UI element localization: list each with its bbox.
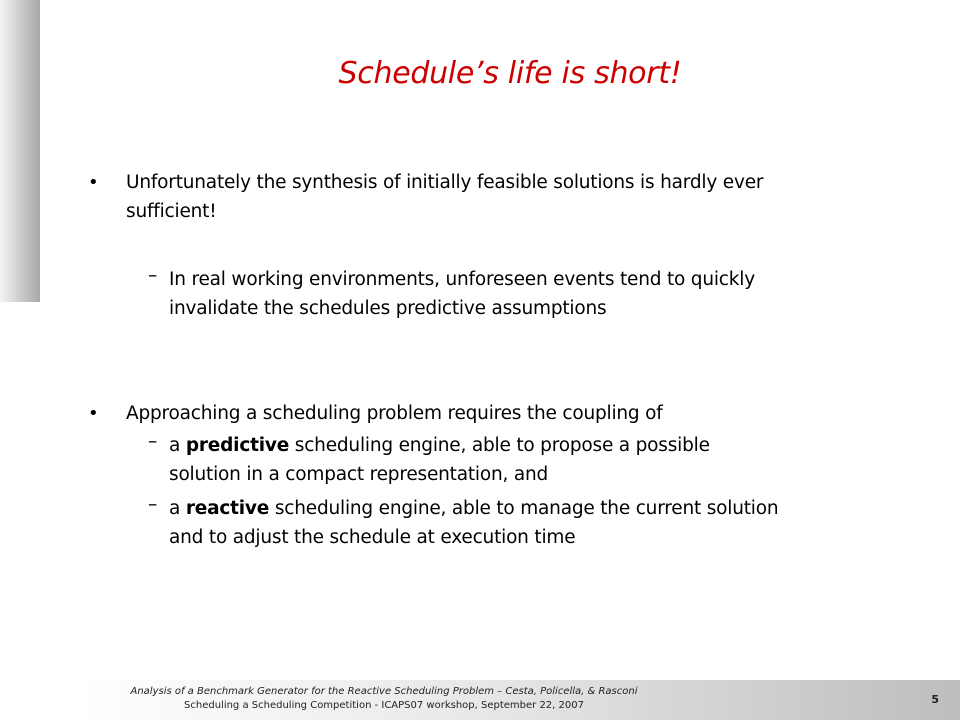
page-number: 5 [931,693,939,706]
bullet-text-line: Approaching a scheduling problem requires the coupling of [126,403,663,424]
sub-bullet-marker: – [148,494,158,515]
emphasis-reactive: reactive [185,498,270,519]
bullet-item [126,399,906,428]
footer-citation: Analysis of a Benchmark Generator for the Reactive Scheduling Problem – Cesta, Policella, & Rasconi [130,686,638,697]
side-decoration-bar [0,0,40,302]
sub-bullet-text-line: In real working environments, unforeseen events tend to quickly [169,269,755,290]
sub-bullet-item [169,265,929,323]
sub-bullet-item [169,494,929,552]
slide-title: Schedule’s life is short! [338,56,682,91]
sub-bullet-text-line [169,494,929,523]
footer-event: Scheduling a Scheduling Competition - ICAPS07 workshop, September 22, 2007 [184,700,584,711]
sub-bullet-text-line: solution in a compact representation, and [169,464,549,485]
text-run: a [169,498,186,519]
bullet-marker: • [88,403,99,424]
sub-bullet-text-line [169,431,929,460]
bullet-marker: • [88,172,99,193]
sub-bullet-marker: – [148,431,158,452]
emphasis-predictive: predictive [185,435,290,456]
text-run: scheduling engine, able to manage the current solution [269,498,779,519]
text-run: scheduling engine, able to propose a possible [289,435,710,456]
bullet-text-line: Unfortunately the synthesis of initially feasible solutions is hardly ever [126,172,764,193]
bullet-text-line: sufficient! [126,201,217,222]
bullet-item [126,168,906,226]
sub-bullet-item [169,431,929,489]
text-run: a [169,435,186,456]
sub-bullet-text-line: invalidate the schedules predictive assumptions [169,298,607,319]
sub-bullet-text-line: and to adjust the schedule at execution time [169,527,576,548]
sub-bullet-marker: – [148,265,158,286]
